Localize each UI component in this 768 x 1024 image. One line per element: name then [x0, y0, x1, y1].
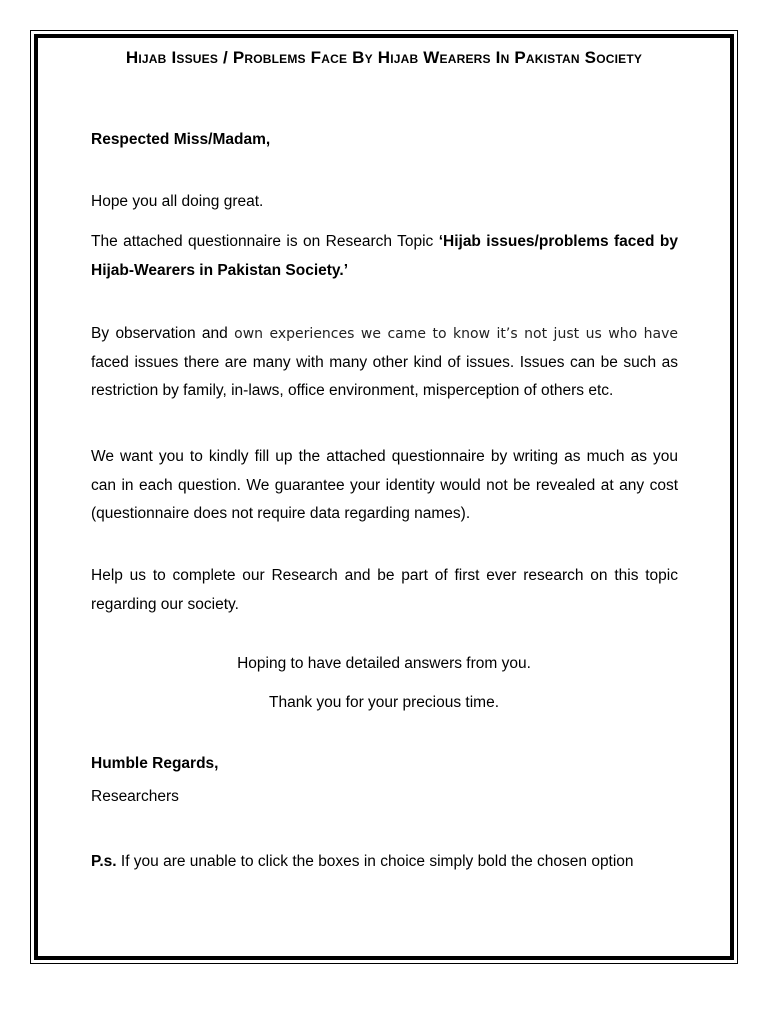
thanks-line: Thank you for your precious time. [268, 694, 500, 711]
help-paragraph: Help us to complete our Research and be part of first ever research on this topic regarding our society. [91, 567, 678, 613]
observation-alt-font: own experiences we came to know it’s not just us who have [234, 326, 678, 342]
topic-paragraph [91, 228, 678, 285]
hoping-line: Hoping to have detailed answers from you. [237, 655, 531, 672]
signature: Researchers [91, 788, 179, 805]
ps-label: P.s. [91, 853, 117, 870]
observation-lead: By observation and [91, 325, 235, 342]
greeting: Hope you all doing great. [91, 193, 264, 210]
observation-paragraph [91, 320, 678, 406]
topic-prefix: The attached questionnaire is on Research Topic [91, 233, 439, 250]
closing: Humble Regards, [91, 755, 219, 772]
document-title: Hijab Issues / Problems Face By Hijab Wearers In Pakistan Society [125, 48, 643, 67]
observation-rest: faced issues there are many with many other kind of issues. Issues can be such as restriction by family, in-laws, office environment, misperception of others etc. [91, 353, 678, 399]
topic-title: ‘Hijab issues/problems faced by Hijab-Wearers in Pakistan Society.’ [91, 233, 679, 279]
ps-text: If you are unable to click the boxes in choice simply bold the chosen option [116, 853, 634, 870]
salutation: Respected Miss/Madam, [91, 131, 271, 148]
request-paragraph: We want you to kindly fill up the attached questionnaire by writing as much as you can in each question. We guarantee your identity would not be revealed at any cost (questionnaire does not require data regarding names). [91, 448, 678, 522]
ps-note [91, 848, 678, 877]
